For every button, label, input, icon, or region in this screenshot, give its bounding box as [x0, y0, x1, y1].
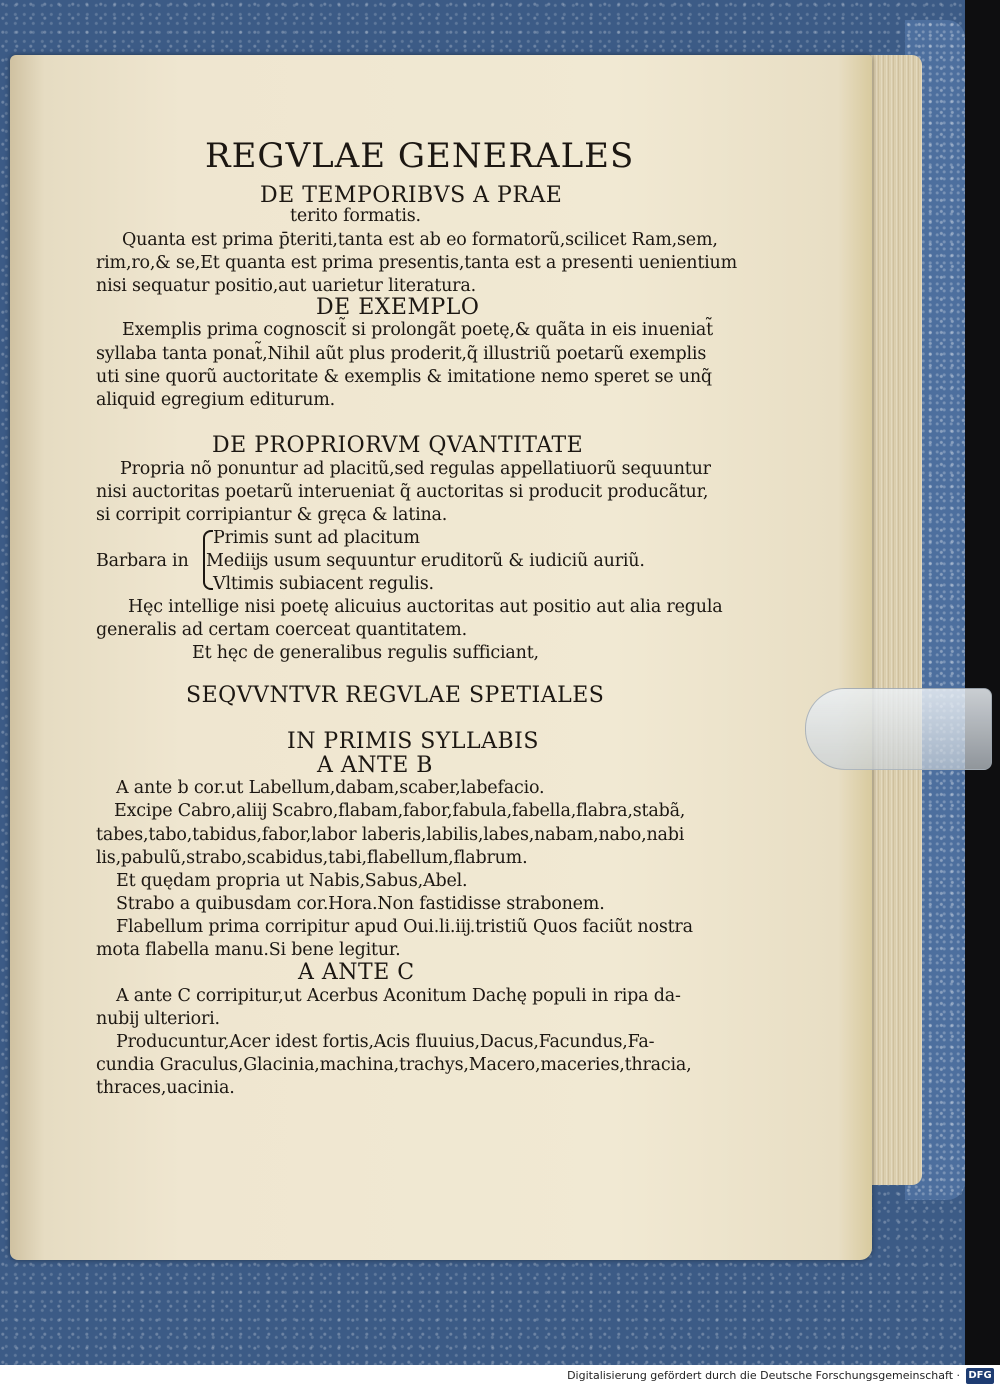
- footer-credit: Digitalisierung gefördert durch die Deutsche Forschungsgemeinschaft ·: [567, 1369, 960, 1382]
- section-heading: A ANTE C: [298, 960, 415, 985]
- brace-item: Vltimis subiacent regulis.: [213, 574, 434, 594]
- footer: [0, 1365, 1000, 1388]
- text-line: Excipe Cabro,aliĳ Scabro,flabam,fabor,fabula,fabella,flabra,stabã,: [114, 801, 686, 821]
- text-line: tabes,tabo,tabidus,fabor,labor laberis,labilis,labes,nabam,nabo,nabi: [96, 825, 685, 845]
- text-line: Et hęc de generalibus regulis sufficiant,: [192, 643, 539, 663]
- text-line: mota flabella manu.Si bene legitur.: [96, 940, 401, 960]
- dfg-logo-icon: DFG: [966, 1368, 994, 1384]
- brace-item: Primis sunt ad placitum: [213, 528, 420, 548]
- text-line: Flabellum prima corripitur apud Oui.li.iĳ.tristiũ Quos faciũt nostra: [116, 917, 693, 937]
- text-line: Hęc intellige nisi poetę alicuius auctoritas aut positio aut alia regula: [128, 597, 723, 617]
- text-line: A ante C corripitur,ut Acerbus Aconitum Dachę populi in ripa da-: [116, 986, 681, 1006]
- text-line: nubĳ ulteriori.: [96, 1009, 220, 1029]
- brace-label: Barbara in: [96, 551, 189, 571]
- text-line: si corripit corripiantur & gręca & latina.: [96, 505, 448, 525]
- text-line: nisi sequatur positio,aut uarietur literatura.: [96, 276, 476, 296]
- section-heading: DE EXEMPLO: [316, 295, 480, 320]
- section-heading: DE PROPRIORVM QVANTITATE: [212, 433, 584, 458]
- text-line: uti sine quorũ auctoritate & exemplis & imitatione nemo speret se unq̃: [96, 367, 712, 387]
- text-line: nisi auctoritas poetarũ interueniat q̃ auctoritas si producit producãtur,: [96, 482, 709, 502]
- page-title: REGVLAE GENERALES: [205, 136, 635, 176]
- text-line: rim,ro,& se,Et quanta est prima presentis,tanta est a presenti uenientium: [96, 253, 738, 273]
- special-subheading: IN PRIMIS SYLLABIS: [287, 729, 539, 754]
- text-line: Exemplis prima cognoscit̃ si prolongãt poetę,& quãta in eis inueniat̃: [122, 320, 713, 340]
- brace-item: Mediĳs usum sequuntur eruditorũ & iudiciũ auriũ.: [206, 551, 645, 571]
- text-line: generalis ad certam coerceat quantitatem.: [96, 620, 467, 640]
- text-line: Propria nõ ponuntur ad placitũ,sed regulas appellatiuorũ sequuntur: [120, 459, 711, 479]
- text-line: aliquid egregium editurum.: [96, 390, 336, 410]
- bookmark-clip: [805, 688, 992, 770]
- section-heading: A ANTE B: [317, 753, 433, 778]
- text-line: syllaba tanta ponat̃,Nihil aũt plus proderit,q̃ illustriũ poetarũ exemplis: [96, 344, 707, 364]
- section-heading: DE TEMPORIBVS A PRAE: [260, 183, 563, 208]
- text-line: lis,pabulũ,strabo,scabidus,tabi,flabellum,flabrum.: [96, 848, 528, 868]
- text-line: Strabo a quibusdam cor.Hora.Non fastidisse strabonem.: [116, 894, 605, 914]
- text-line: thraces,uacinia.: [96, 1078, 235, 1098]
- text-line: Et quędam propria ut Nabis,Sabus,Abel.: [116, 871, 468, 891]
- text-line: cundia Graculus,Glacinia,machina,trachys,Macero,maceries,thracia,: [96, 1055, 692, 1075]
- text-line: Quanta est prima p̄teriti,tanta est ab eo formatorũ,scilicet Ram,sem,: [122, 230, 718, 250]
- text-line: Producuntur,Acer idest fortis,Acis fluuius,Dacus,Facundus,Fa-: [116, 1032, 655, 1052]
- section-heading-continuation: terito formatis.: [290, 206, 421, 226]
- text-line: A ante b cor.ut Labellum,dabam,scaber,labefacio.: [116, 778, 545, 798]
- special-heading: SEQVVNTVR REGVLAE SPETIALES: [186, 683, 605, 708]
